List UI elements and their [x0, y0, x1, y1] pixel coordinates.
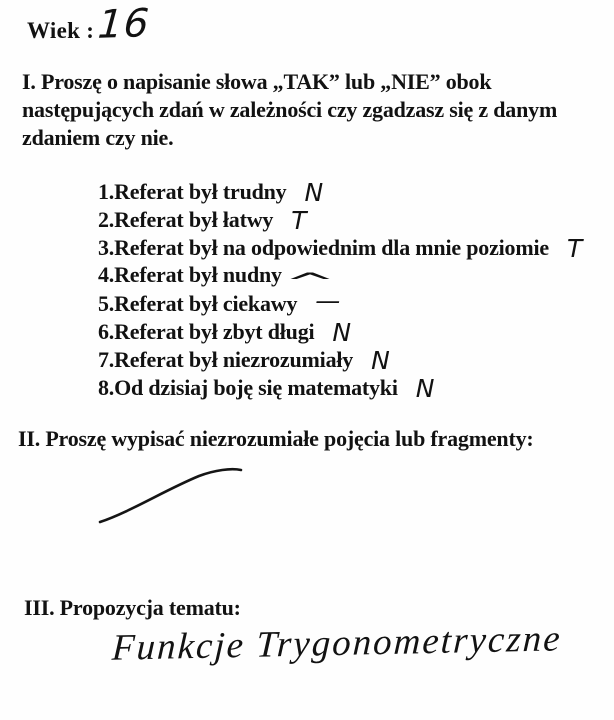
survey-item: [98, 176, 614, 207]
survey-item-label: 4.Referat był nudny: [98, 262, 282, 287]
survey-item: [98, 344, 614, 375]
survey-item-label: 8.Od dzisiaj boję się matematyki: [98, 375, 398, 400]
topic-handwritten-response: Funkcje Trygonometryczne: [111, 618, 563, 669]
survey-item-label: 7.Referat był niezrozumiały: [98, 347, 354, 372]
section-3-heading: III. Propozycja tematu:: [24, 595, 241, 620]
survey-item-label: 1.Referat był trudny: [98, 179, 287, 204]
survey-item: [98, 232, 614, 263]
survey-item-label: 2.Referat był łatwy: [98, 207, 274, 232]
handwritten-answer: T: [566, 234, 583, 263]
handwritten-answer: ^: [283, 268, 337, 296]
survey-item-label: 3.Referat był na odpowiednim dla mnie poziomie: [98, 235, 549, 260]
handwritten-answer: N: [304, 178, 324, 207]
handwritten-answer: N: [371, 346, 390, 375]
handwritten-answer: N: [415, 374, 435, 403]
survey-item: [98, 260, 614, 296]
survey-item: [98, 316, 614, 347]
handwritten-answer: N: [332, 318, 352, 347]
age-handwritten-value: 16: [96, 1, 152, 48]
survey-item: [98, 204, 614, 235]
survey-item: [98, 372, 614, 403]
survey-list: [98, 176, 614, 403]
handwritten-stroke: [95, 462, 245, 528]
age-label: Wiek :: [27, 18, 95, 43]
handwritten-answer: T: [291, 206, 307, 235]
survey-item-label: 6.Referat był zbyt długi: [98, 319, 315, 344]
section-2-heading: II. Proszę wypisać niezrozumiałe pojęcia lub fragmenty:: [18, 426, 534, 451]
handwritten-answer: —: [315, 286, 341, 315]
survey-item-label: 5.Referat był ciekawy: [98, 291, 298, 316]
section-1-heading: I. Proszę o napisanie słowa „TAK” lub „NIE” obok następujących zdań w zależności czy zgadzasz się z danym zdaniem czy nie.: [22, 69, 558, 150]
survey-item: [98, 288, 614, 316]
